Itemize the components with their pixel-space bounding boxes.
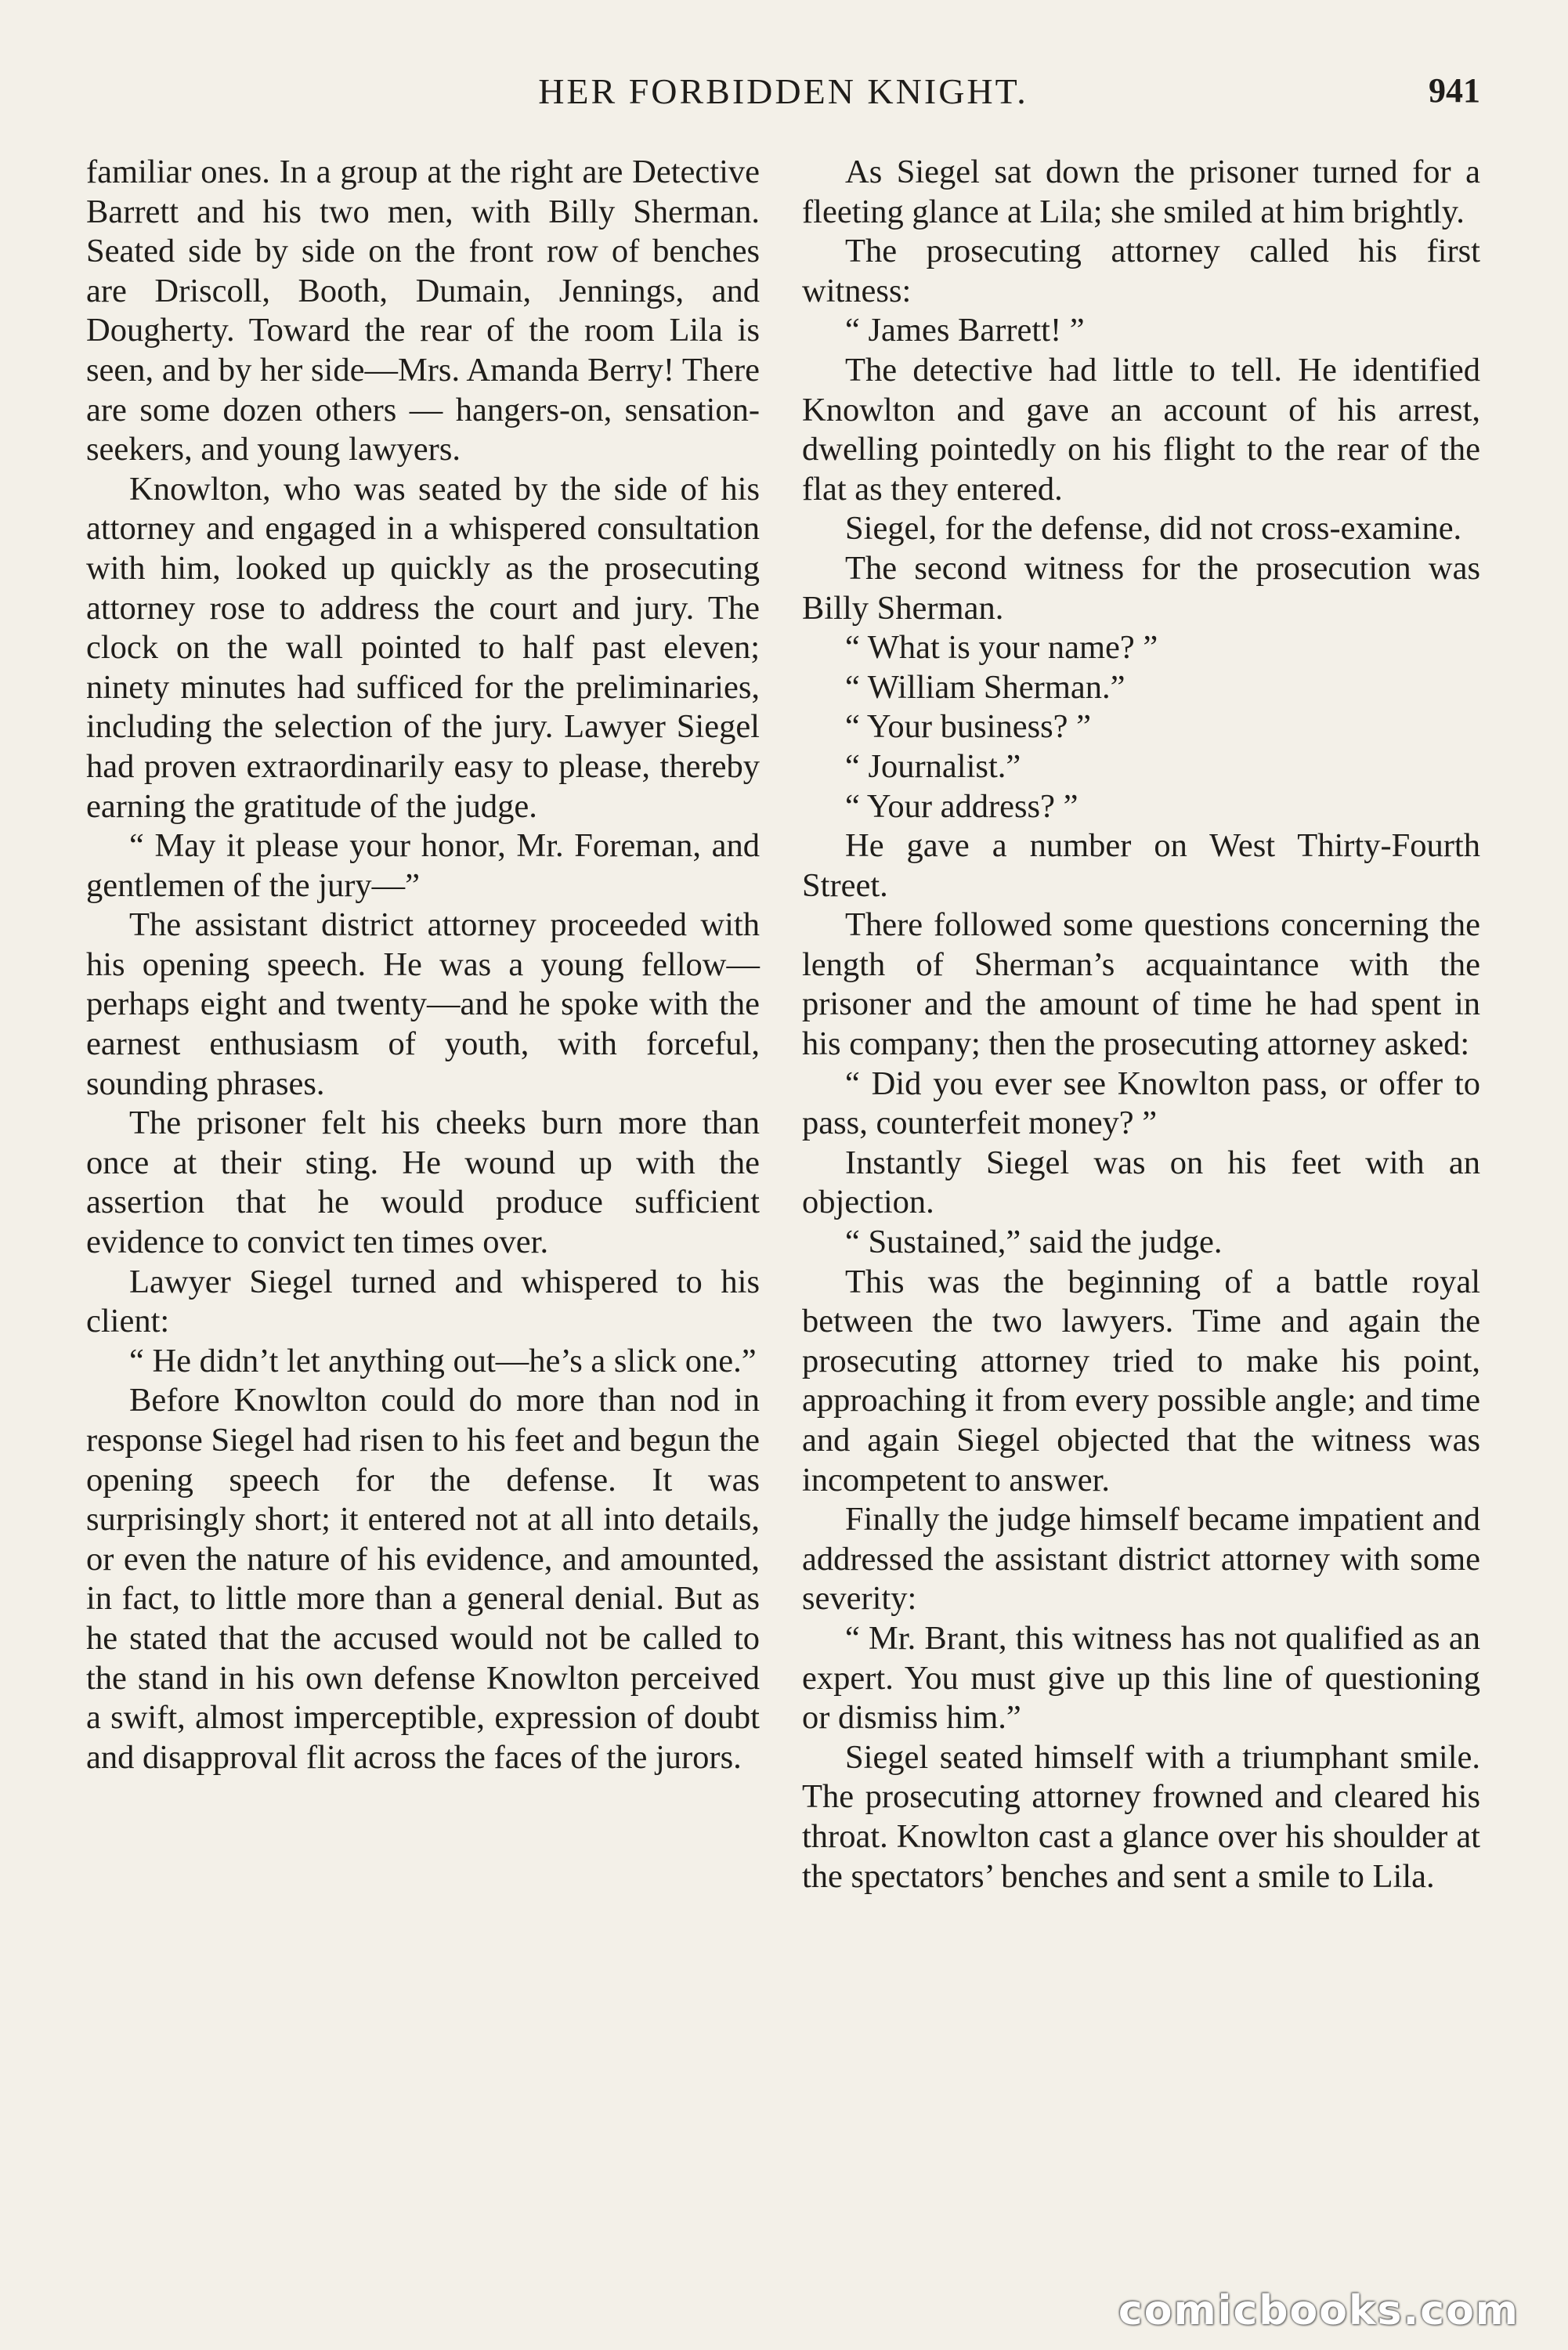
paragraph: “ Did you ever see Knowlton pass, or offer to pass, counterfeit money? ” <box>802 1065 1480 1142</box>
watermark-logo: comicbooks.com <box>1118 2287 1519 2334</box>
paragraph: “ Your business? ” <box>845 708 1092 746</box>
running-head: HER FORBIDDEN KNIGHT. <box>538 71 1028 111</box>
paragraph: He gave a number on West Thirty-Fourth Street. <box>802 827 1480 904</box>
paragraph: Lawyer Siegel turned and whispered to his client: <box>86 1263 760 1340</box>
paragraph: There followed some questions concerning the length of Sherman’s acquaintance with the prisoner and the amount of time he had spent in his company; then the prosecuting attorney asked: <box>802 906 1480 1063</box>
paragraph: “ He didn’t let anything out—he’s a slick one.” <box>129 1342 757 1379</box>
paragraph: The detective had little to tell. He identified Knowlton and gave an account of his arrest, dwelling pointedly on his flight to the rear of the flat as they entered. <box>802 351 1480 508</box>
paragraph: The assistant district attorney proceeded with his opening speech. He was a young fellow—perhaps eight and twenty—and he spoke with the earnest enthusiasm of youth, with forceful, sounding phrases. <box>86 906 760 1102</box>
paragraph: “ James Barrett! ” <box>845 312 1085 349</box>
paragraph: “ Mr. Brant, this witness has not qualified as an expert. You must give up this line of questioning or dismiss him.” <box>802 1619 1480 1737</box>
paragraph: The prosecuting attorney called his first witness: <box>802 233 1480 309</box>
paragraph: “ What is your name? ” <box>845 629 1158 667</box>
paragraph: “ May it please your honor, Mr. Foreman, and gentlemen of the jury—” <box>86 827 760 904</box>
paragraph: Finally the judge himself became impatient and addressed the assistant district attorney with some severity: <box>802 1501 1480 1618</box>
page-number: 941 <box>1429 71 1480 110</box>
paragraph: Siegel, for the defense, did not cross-examine. <box>845 510 1462 548</box>
paragraph: “ Your address? ” <box>845 787 1078 825</box>
paragraph: familiar ones. In a group at the right are Detective Barrett and his two men, with Billy Sherman. Seated side by side on the front row of benches are Driscoll, Booth, Dumain, Jennings, and Dougherty. Toward the rear of the room Lila is seen, and by her side—Mrs. Amanda Berry! There are some dozen others — hangers-on, sensation-seekers, and young lawyers. <box>86 154 760 468</box>
paragraph: The prisoner felt his cheeks burn more than once at their sting. He wound up with the assertion that he would produce sufficient evidence to convict ten times over. <box>86 1104 760 1261</box>
right-column <box>802 153 1480 1896</box>
page-header <box>86 70 1480 125</box>
paragraph: This was the beginning of a battle royal between the two lawyers. Time and again the prosecuting attorney tried to make his point, approaching it from every possible angle; and time and again Siegel objected that the witness was incompetent to answer. <box>802 1263 1480 1499</box>
paragraph: Instantly Siegel was on his feet with an objection. <box>802 1144 1480 1221</box>
paragraph: Knowlton, who was seated by the side of his attorney and engaged in a whispered consultation with him, looked up quickly as the prosecuting attorney rose to address the court and jury. The clock on the wall pointed to half past eleven; ninety minutes had sufficed for the preliminaries, including the selection of the jury. Lawyer Siegel had proven extraordinarily easy to please, thereby earning the gratitude of the judge. <box>86 470 760 825</box>
paragraph: Before Knowlton could do more than nod in response Siegel had risen to his feet and begun the opening speech for the defense. It was surprisingly short; it entered not at all into details, or even the nature of his evidence, and amounted, in fact, to little more than a general denial. But as he stated that the accused would not be called to the stand in his own defense Knowlton perceived a swift, almost imperceptible, expression of doubt and disapproval flit across the faces of the jurors. <box>86 1382 760 1776</box>
paragraph: The second witness for the prosecution was Billy Sherman. <box>802 549 1480 627</box>
paragraph: “ Journalist.” <box>845 747 1021 785</box>
paragraph: “ Sustained,” said the judge. <box>845 1224 1223 1261</box>
paragraph: As Siegel sat down the prisoner turned for a fleeting glance at Lila; she smiled at him brightly. <box>802 154 1480 230</box>
paragraph: Siegel seated himself with a triumphant smile. The prosecuting attorney frowned and cleared his throat. Knowlton cast a glance over his shoulder at the spectators’ benches and sent a smile to Lila. <box>802 1738 1480 1895</box>
left-column <box>86 153 760 1777</box>
paragraph: “ William Sherman.” <box>845 668 1125 706</box>
